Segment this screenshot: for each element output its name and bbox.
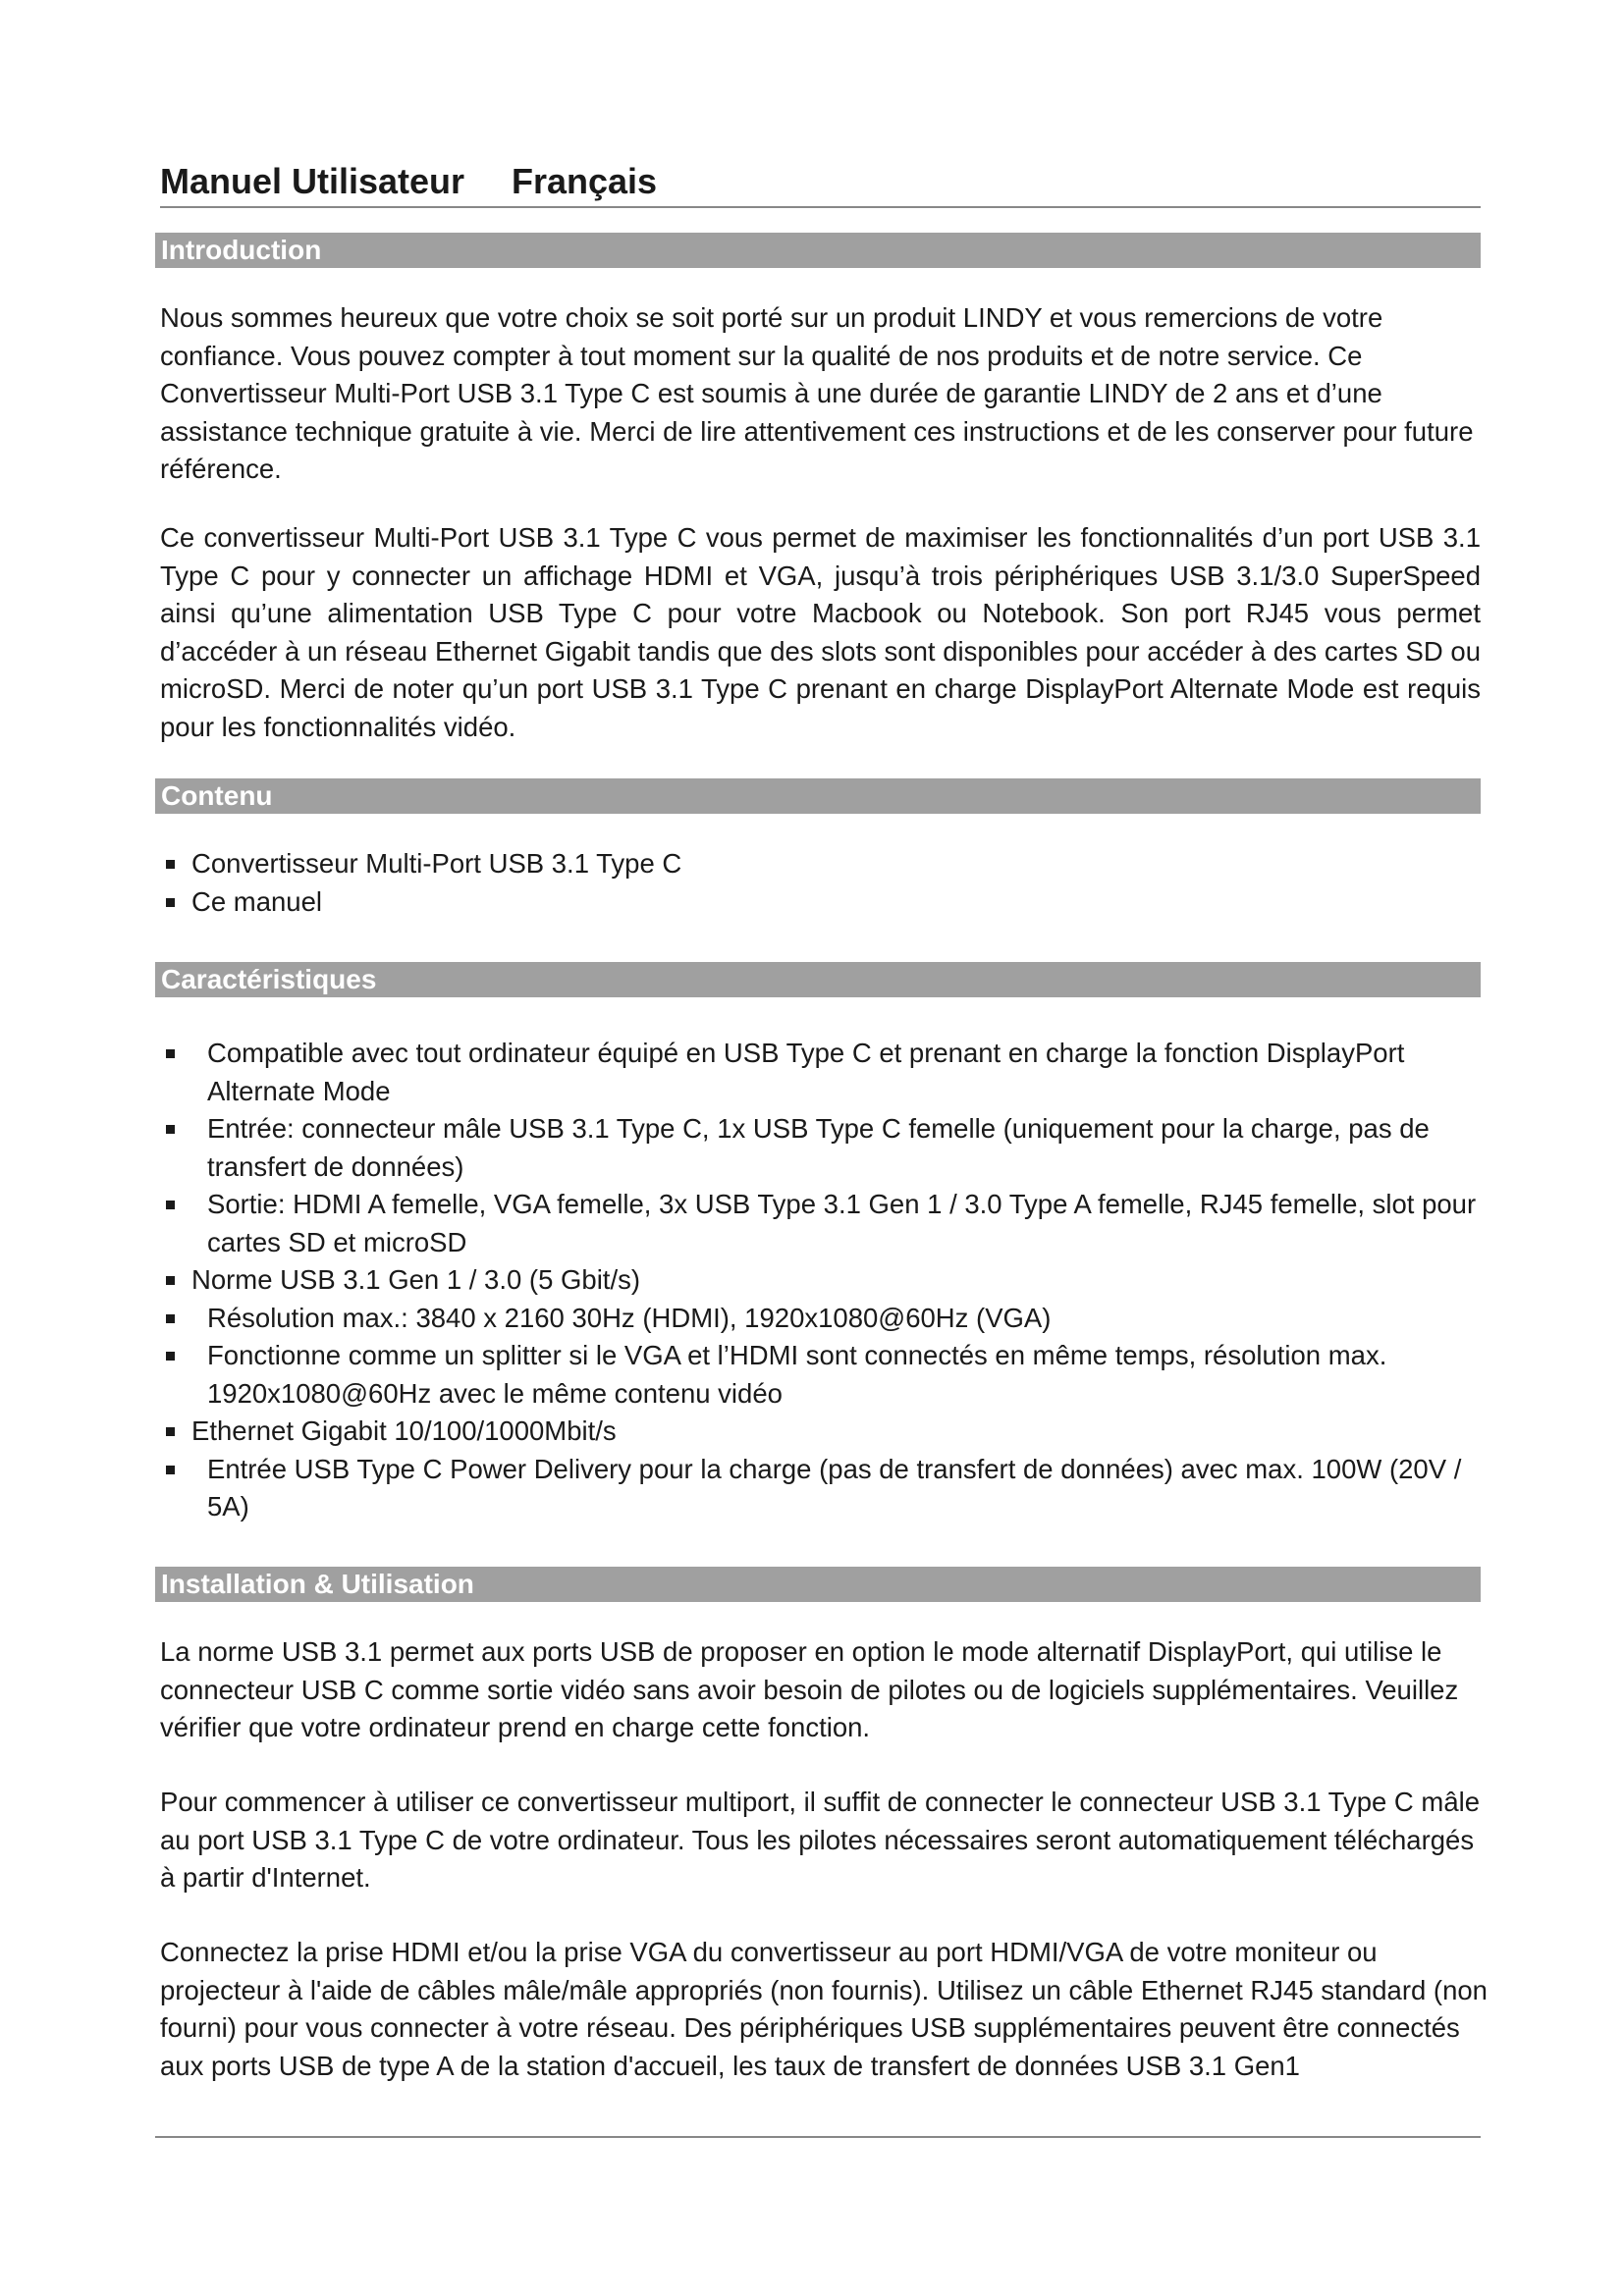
- contents-item-1: Convertisseur Multi-Port USB 3.1 Type C: [191, 848, 682, 879]
- bullet-icon: [166, 1125, 175, 1134]
- bullet-icon: [166, 1049, 175, 1058]
- features-list: [160, 1035, 1481, 1526]
- installation-paragraph-2: Pour commencer à utiliser ce convertisseur multiport, il suffit de connecter le connecteur USB 3.1 Type C mâle au port USB 3.1 Type C de votre ordinateur. Tous les pilotes nécessaires seront automatiquement téléchargés à partir d'Internet.: [160, 1787, 1481, 1893]
- page-title: Manuel Utilisateur: [160, 161, 465, 201]
- installation-paragraph-1: La norme USB 3.1 permet aux ports USB de proposer en option le mode alternatif DisplayPort, qui utilise le connecteur USB C comme sortie vidéo sans avoir besoin de pilotes ou de logiciels supplémentaires. Veuillez vérifier que votre ordinateur prend en charge cette fonction.: [160, 1636, 1459, 1742]
- bullet-icon: [166, 1352, 175, 1361]
- section-heading-contents: Contenu: [155, 778, 1481, 814]
- page-header: [160, 157, 1481, 208]
- contents-item-2: Ce manuel: [191, 885, 322, 917]
- list-item: [160, 1110, 1481, 1186]
- intro-paragraph-2: Ce convertisseur Multi-Port USB 3.1 Type C vous permet de maximiser les fonctionnalités d’un port USB 3.1 Type C pour y connecter un affichage HDMI et VGA, jusqu’à trois périphériques USB 3.1/3.0 SuperSpeed ainsi qu’une alimentation USB Type C pour votre Macbook ou Notebook. Son port RJ45 vous permet d’accéder à un réseau Ethernet Gigabit tandis que des slots sont disponibles pour accéder à des cartes SD ou microSD. Merci de noter qu’un port USB 3.1 Type C prenant en charge DisplayPort Alternate Mode est requis pour les fonctionnalités vidéo.: [160, 522, 1481, 742]
- list-item: [160, 1300, 1481, 1338]
- feature-item-5: Résolution max.: 3840 x 2160 30Hz (HDMI), 1920x1080@60Hz (VGA): [207, 1302, 1052, 1333]
- list-item: [160, 883, 1495, 922]
- list-item: [160, 1413, 1481, 1451]
- intro-paragraph-1: Nous sommes heureux que votre choix se soit porté sur un produit LINDY et vous remercions de votre confiance. Vous pouvez compter à tout moment sur la qualité de nos produits et de notre service. Ce Convertisseur Multi-Port USB 3.1 Type C est soumis à une durée de garantie LINDY de 2 ans et d’une assistance technique gratuite à vie. Merci de lire attentivement ces instructions et de les conserver pour future référence.: [160, 302, 1474, 484]
- bullet-icon: [166, 898, 175, 907]
- list-item: [160, 845, 1495, 883]
- bullet-icon: [166, 1314, 175, 1323]
- section-heading-installation: Installation & Utilisation: [155, 1567, 1481, 1602]
- list-item: [160, 1186, 1481, 1261]
- feature-item-1: Compatible avec tout ordinateur équipé en USB Type C et prenant en charge la fonction DisplayPort Alternate Mode: [207, 1038, 1405, 1106]
- feature-item-6: Fonctionne comme un splitter si le VGA et l’HDMI sont connectés en même temps, résolution max. 1920x1080@60Hz avec le même contenu vidéo: [207, 1340, 1387, 1409]
- feature-item-2: Entrée: connecteur mâle USB 3.1 Type C, 1x USB Type C femelle (uniquement pour la charge, pas de transfert de données): [207, 1113, 1430, 1182]
- feature-item-4: Norme USB 3.1 Gen 1 / 3.0 (5 Gbit/s): [191, 1264, 640, 1295]
- bullet-icon: [166, 860, 175, 869]
- list-item: [160, 1261, 1481, 1300]
- bullet-icon: [166, 1276, 175, 1285]
- list-item: [160, 1451, 1481, 1526]
- list-item: [160, 1337, 1481, 1413]
- bullet-icon: [166, 1466, 175, 1474]
- list-item: [160, 1035, 1481, 1110]
- language-label: Français: [512, 161, 658, 201]
- bullet-icon: [166, 1201, 175, 1209]
- bullet-icon: [166, 1427, 175, 1436]
- feature-item-3: Sortie: HDMI A femelle, VGA femelle, 3x USB Type 3.1 Gen 1 / 3.0 Type A femelle, RJ45 femelle, slot pour cartes SD et microSD: [207, 1189, 1477, 1257]
- section-heading-introduction: Introduction: [155, 233, 1481, 268]
- section-heading-features: Caractéristiques: [155, 962, 1481, 997]
- footer-divider: [155, 2136, 1481, 2138]
- feature-item-7: Ethernet Gigabit 10/100/1000Mbit/s: [191, 1415, 617, 1446]
- contents-list: [160, 845, 1495, 921]
- feature-item-8: Entrée USB Type C Power Delivery pour la charge (pas de transfert de données) avec max. 100W (20V / 5A): [207, 1453, 1462, 1522]
- installation-paragraph-3: Connectez la prise HDMI et/ou la prise VGA du convertisseur au port HDMI/VGA de votre moniteur ou projecteur à l'aide de câbles mâle/mâle appropriés (non fournis). Utilisez un câble Ethernet RJ45 standard (non fourni) pour vous connecter à votre réseau. Des périphériques USB supplémentaires peuvent être connectés aux ports USB de type A de la station d'accueil, les taux de transfert de données USB 3.1 Gen1: [160, 1937, 1488, 2081]
